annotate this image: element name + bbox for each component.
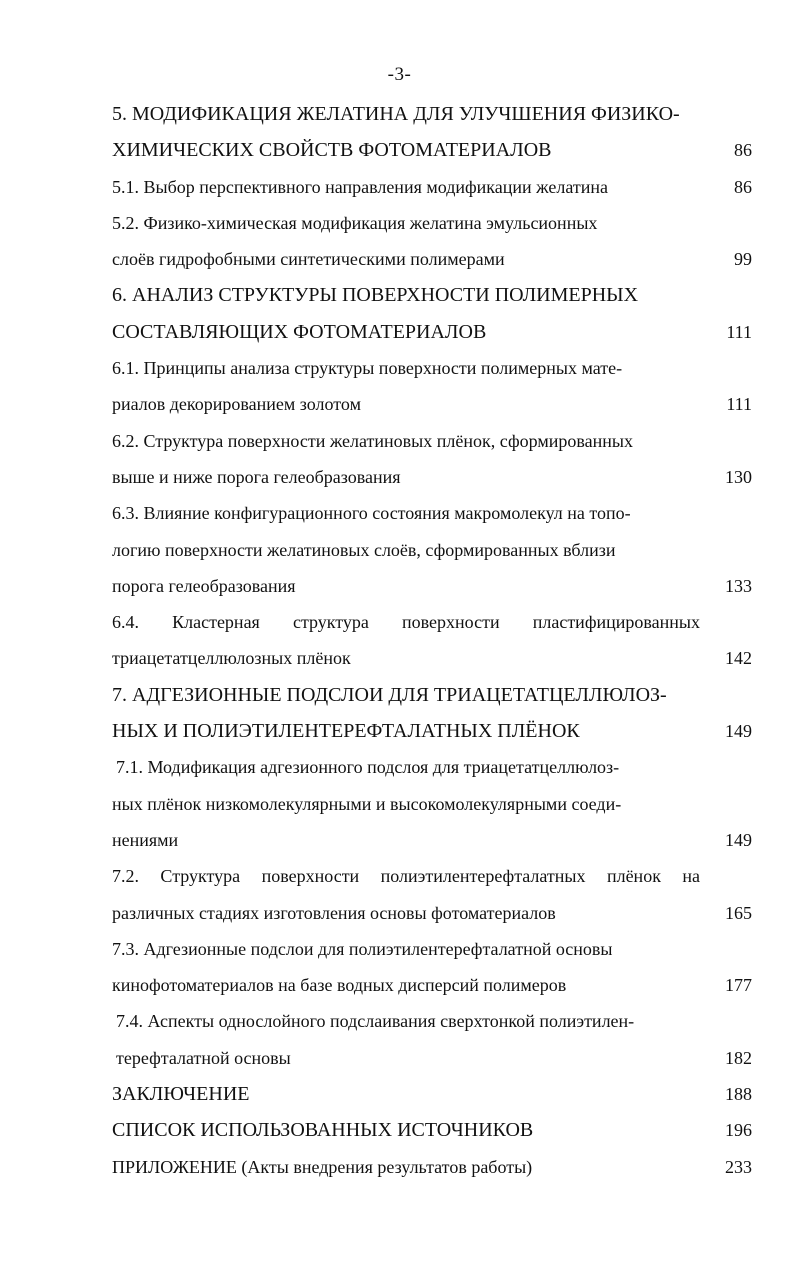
toc-entry-text: СПИСОК ИСПОЛЬЗОВАННЫХ ИСТОЧНИКОВ — [112, 1119, 534, 1142]
dot-leader — [536, 1172, 708, 1173]
dot-leader — [405, 482, 708, 483]
toc-entry-text: 5.1. Выбор перспективного направления модификации желатина — [112, 176, 608, 197]
toc-entry-6-3 — [112, 495, 752, 604]
toc-entry-text: 6.1. Принципы анализа структуры поверхности полимерных мате- — [112, 358, 623, 379]
toc-entry-6-4 — [112, 604, 752, 677]
toc-page-number: 86 — [734, 140, 752, 161]
toc-entry-appendix — [112, 1149, 752, 1185]
dot-leader — [182, 845, 708, 846]
toc-entry-7-4 — [112, 1003, 752, 1076]
toc-page-number: 149 — [725, 721, 752, 742]
toc-entry-text: выше и ниже порога гелеобразования — [112, 466, 401, 487]
toc-entry-text: ЗАКЛЮЧЕНИЕ — [112, 1083, 250, 1106]
dot-leader — [300, 591, 708, 592]
toc-page-number: 111 — [726, 394, 752, 415]
dot-leader — [612, 192, 708, 193]
dot-leader — [355, 663, 708, 664]
toc-entry-text: различных стадиях изготовления основы фотоматериалов — [112, 902, 556, 923]
dot-leader — [490, 337, 708, 338]
toc-page-number: 165 — [725, 902, 752, 923]
dot-leader — [253, 1099, 708, 1100]
toc-page-number: 196 — [725, 1120, 752, 1141]
toc-page-number: 233 — [725, 1156, 752, 1177]
dot-leader — [537, 1135, 708, 1136]
toc-page-number: 142 — [725, 648, 752, 669]
toc-page-number: 86 — [734, 176, 752, 197]
toc-page-number: 149 — [725, 829, 752, 850]
page-number: -3- — [387, 64, 412, 85]
toc-page-number: 130 — [725, 466, 752, 487]
toc-page-number: 133 — [725, 575, 752, 596]
toc-entry-text: порога гелеобразования — [112, 575, 296, 596]
toc-entry-text: 7. АДГЕЗИОННЫЕ ПОДСЛОИ ДЛЯ ТРИАЦЕТАТЦЕЛЛЮЛОЗ- — [112, 683, 667, 706]
toc-entry-6-1 — [112, 350, 752, 423]
toc-entry-text: СОСТАВЛЯЮЩИХ ФОТОМАТЕРИАЛОВ — [112, 320, 487, 343]
toc-entry-text: 6. АНАЛИЗ СТРУКТУРЫ ПОВЕРХНОСТИ ПОЛИМЕРНЫХ — [112, 284, 639, 307]
dot-leader — [556, 155, 708, 156]
toc-entry-references — [112, 1112, 752, 1148]
toc-entry-chapter-6 — [112, 277, 752, 350]
toc-entry-5-1 — [112, 169, 752, 205]
toc-entry-text: 6.4. Кластерная структура поверхности пластифицированных — [112, 612, 700, 633]
toc-entry-text: 5.2. Физико-химическая модификация желатина эмульсионных — [112, 212, 598, 233]
dot-leader — [509, 264, 708, 265]
toc-entry-5-2 — [112, 205, 752, 278]
toc-entry-text: 7.1. Модификация адгезионного подслоя для триацетатцеллюлоз- — [116, 757, 620, 778]
toc-entry-text: риалов декорированием золотом — [112, 394, 361, 415]
toc-entry-text: НЫХ И ПОЛИЭТИЛЕНТЕРЕФТАЛАТНЫХ ПЛЁНОК — [112, 720, 580, 743]
toc-entry-text: ХИМИЧЕСКИХ СВОЙСТВ ФОТОМАТЕРИАЛОВ — [112, 139, 552, 162]
toc-entry-text: 7.2. Структура поверхности полиэтилентерефталатных плёнок на — [112, 866, 700, 887]
toc-entry-7-3 — [112, 931, 752, 1004]
toc-entry-7-1 — [112, 749, 752, 858]
toc-entry-text: 7.3. Адгезионные подслои для полиэтилентерефталатной основы — [112, 938, 613, 959]
dot-leader — [570, 990, 708, 991]
toc-entry-text: нениями — [112, 829, 179, 850]
toc-entry-text: 6.2. Структура поверхности желатиновых плёнок, сформированных — [112, 430, 633, 451]
dot-leader — [584, 736, 708, 737]
toc-page-number: 99 — [734, 249, 752, 270]
table-of-contents — [112, 96, 752, 1185]
toc-entry-text: кинофотоматериалов на базе водных дисперсий полимеров — [112, 975, 567, 996]
toc-entry-text: логию поверхности желатиновых слоёв, сформированных вблизи — [112, 539, 616, 560]
toc-page-number: 111 — [726, 321, 752, 342]
toc-entry-text: ных плёнок низкомолекулярными и высокомолекулярными соеди- — [112, 793, 622, 814]
toc-page-number: 177 — [725, 975, 752, 996]
toc-entry-chapter-5 — [112, 96, 752, 169]
toc-entry-text: 6.3. Влияние конфигурационного состояния макромолекул на топо- — [112, 503, 631, 524]
dot-leader — [560, 918, 708, 919]
toc-entry-chapter-7 — [112, 677, 752, 750]
toc-entry-6-2 — [112, 423, 752, 496]
toc-entry-text: терефталатной основы — [116, 1047, 291, 1068]
toc-entry-text: 7.4. Аспекты однослойного подслаивания сверхтонкой полиэтилен- — [116, 1011, 635, 1032]
toc-entry-text: триацетатцеллюлозных плёнок — [112, 648, 351, 669]
toc-entry-text: слоёв гидрофобными синтетическими полимерами — [112, 249, 505, 270]
toc-entry-7-2 — [112, 858, 752, 931]
dot-leader — [295, 1063, 708, 1064]
toc-page-number: 188 — [725, 1084, 752, 1105]
dot-leader — [365, 409, 708, 410]
toc-page-number: 182 — [725, 1047, 752, 1068]
toc-entry-text: ПРИЛОЖЕНИЕ (Акты внедрения результатов работы) — [112, 1156, 533, 1177]
toc-entry-conclusion — [112, 1076, 752, 1112]
toc-entry-text: 5. МОДИФИКАЦИЯ ЖЕЛАТИНА ДЛЯ УЛУЧШЕНИЯ ФИЗИКО- — [112, 103, 680, 125]
